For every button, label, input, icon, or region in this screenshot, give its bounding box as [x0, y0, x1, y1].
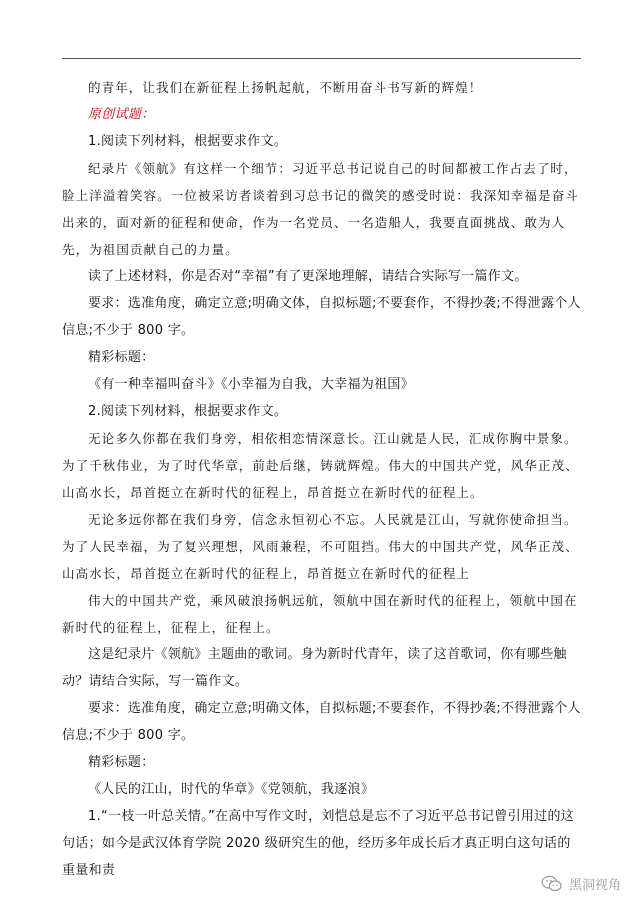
- wechat-logo-icon: [541, 875, 563, 893]
- question-1-material: 纪录片《领航》有这样一个细节：习近平总书记说自己的时间都被工作占去了时，脸上洋溢着笑容。一位被采访者谈着到习总书记的微笑的感受时说：我深知幸福是奋斗出来的，面对新的征程和使命，作为一名党员、一名造船人，我要直面挑战、敢为人先，为祖国贡献自己的力量。: [62, 161, 579, 257]
- paragraph-intro-ending: 的青年，让我们在新征程上扬帆起航，不断用奋斗书写新的辉煌！: [88, 80, 483, 95]
- question-2-lyrics-chorus: 伟大的中国共产党，乘风破浪扬帆远航，领航中国在新时代的征程上，领航中国在新时代的征程上，征程上，征程上。: [62, 593, 578, 635]
- question-2-instruction: 2.阅读下列材料，根据要求作文。: [88, 404, 288, 419]
- question-2-prompt: 这是纪录片《领航》主题曲的歌词。身为新时代青年，读了这首歌词，你有哪些触动？请结合实际，写一篇作文。: [62, 647, 567, 689]
- document-body: [62, 74, 582, 884]
- watermark: [541, 874, 621, 893]
- question-2-titles-heading: 精彩标题：: [88, 755, 155, 770]
- header-rule: [62, 58, 581, 59]
- question-1-instruction: 1.阅读下列材料，根据要求作文。: [88, 134, 288, 149]
- example-1-paragraph: 1.“一枝一叶总关情。”在高中写作文时，刘恺总是忘不了习近平总书记曾引用过的这句话；如今是武汉体育学院 2020 级研究生的他，经历多年成长后才真正明白这句话的重量和责: [62, 809, 575, 878]
- question-1-requirements: 要求：选准角度，确定立意;明确文体，自拟标题;不要套作，不得抄袭;不得泄露个人信息;不少于 800 字。: [62, 296, 581, 338]
- question-2-lyrics-verse-2: 无论多远你都在我们身旁，信念永恒初心不忘。人民就是江山，写就你使命担当。为了人民幸福，为了复兴理想，风雨兼程，不可阻挡。伟大的中国共产党，风华正茂、山高水长，昂首挺立在新时代的征程上，昂首挺立在新时代的征程上: [62, 512, 579, 581]
- question-2-requirements: 要求：选准角度，确定立意;明确文体，自拟标题;不要套作，不得抄袭;不得泄露个人信息;不少于 800 字。: [62, 701, 581, 743]
- question-1-titles: 《有一种幸福叫奋斗》《小幸福为自我，大幸福为祖国》: [88, 377, 415, 392]
- watermark-text: 黑洞视角: [568, 878, 621, 893]
- question-1-prompt: 读了上述材料，你是否对“幸福”有了更深地理解，请结合实际写一篇作文。: [88, 269, 528, 284]
- original-questions-heading: 原创试题：: [88, 107, 155, 122]
- question-2-lyrics-verse-1: 无论多久你都在我们身旁，相依相恋情深意长。江山就是人民，汇成你胸中景象。为了千秋伟业，为了时代华章，前赴后继，铸就辉煌。伟大的中国共产党，风华正茂、山高水长，昂首挺立在新时代的征程上，昂首挺立在新时代的征程上。: [62, 431, 579, 500]
- question-2-titles: 《人民的江山，时代的华章》《党领航，我逐浪》: [88, 782, 375, 797]
- question-1-titles-heading: 精彩标题：: [88, 350, 155, 365]
